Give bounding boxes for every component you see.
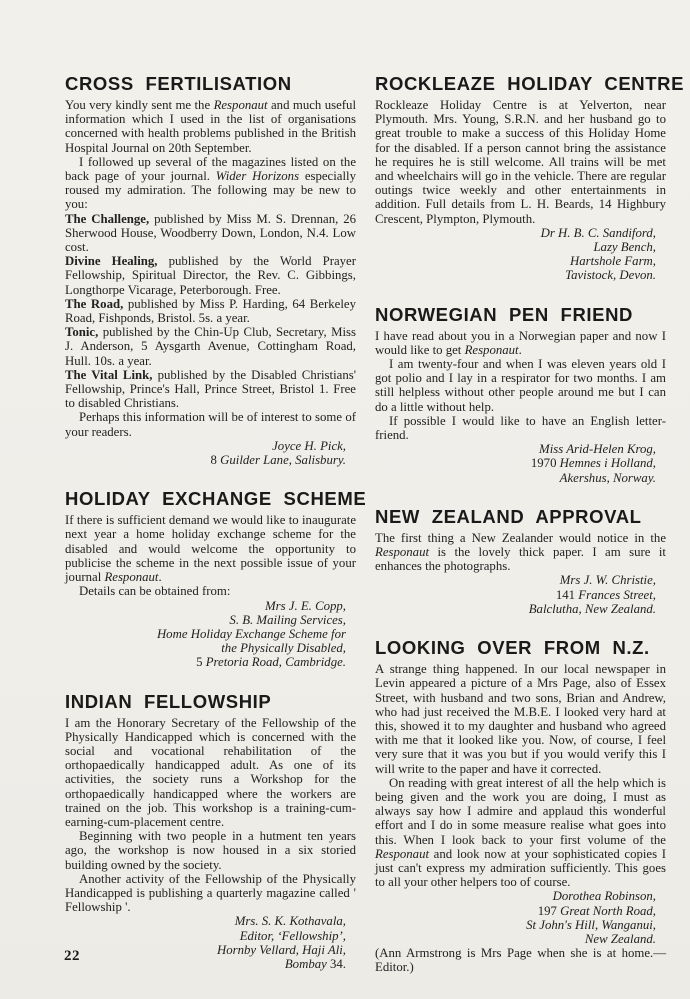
text-run: A strange thing happened. In our local newspaper in Levin appeared a picture of a Mrs Page, also of Essex Street, with husband and two sons, Brian and Andrew, who had just received the M.B.E. I looked very hard at this, showed it to my daughter and husband who agreed with me that it looked like you. Now, of course, I feel very sure that it was you but if you would verify this I will write to the paper and have it corrected.	[375, 662, 666, 776]
italic-text: Hemnes i Holland,	[559, 456, 656, 471]
italic-text: St John's Hill, Wanganui,	[526, 917, 656, 932]
paragraph	[375, 329, 666, 357]
section-heading: INDIAN FELLOWSHIP	[65, 690, 272, 712]
italic-text: Dr H. B. C. Sandiford,	[540, 225, 656, 240]
signature-line	[375, 254, 666, 268]
italic-text: Guilder Lane, Salisbury.	[220, 453, 346, 468]
right-column	[375, 73, 685, 975]
text-run: I have read about you in a Norwegian paper and now I would like to get	[375, 328, 666, 357]
signature-line	[375, 588, 666, 602]
italic-text: Miss Arid-Helen Krog,	[539, 442, 656, 457]
signature-line	[65, 957, 356, 971]
paragraph	[375, 414, 666, 442]
italic-text: Home Holiday Exchange Scheme for	[156, 626, 346, 641]
signature-line	[375, 918, 666, 932]
text-run: If possible I would like to have an English letter-friend.	[375, 413, 666, 443]
signature-line	[375, 889, 666, 903]
paragraph	[375, 531, 666, 574]
paragraph	[65, 410, 356, 438]
italic-text: Pretoria Road, Cambridge.	[205, 655, 346, 670]
left-column	[65, 73, 367, 975]
section-heading: CROSS FERTILISATION	[65, 73, 292, 94]
italic-text: New Zealand.	[584, 931, 656, 946]
paragraph	[65, 716, 356, 830]
text-run: .	[158, 570, 162, 585]
italic-text: Responaut	[375, 545, 430, 560]
text-run: (Ann Armstrong is Mrs Page when she is at home.—Editor.)	[375, 946, 666, 975]
signature-line	[375, 904, 666, 918]
text-run: Beginning with two people in a hutment ten years ago, the workshop is now housed in a six storied building owned by the society.	[65, 829, 356, 872]
signature-line	[65, 655, 356, 669]
italic-text: Hornby Vellard, Haji Ali,	[216, 942, 346, 957]
text-run: published by Miss M. S. Drennan, 26 Sherwood House, Woodberry Down, London, N.4. Low cost.	[65, 211, 357, 255]
italic-text: Akershus, Norway.	[559, 470, 656, 485]
italic-text: Mrs. S. K. Kothavala,	[234, 914, 346, 929]
bold-lead-text: Divine Healing,	[65, 254, 158, 269]
paragraph	[375, 98, 666, 226]
bold-lead-text: The Challenge,	[65, 211, 150, 226]
letter-section	[375, 507, 666, 616]
paragraph	[65, 584, 356, 598]
signature-line	[65, 613, 356, 627]
signature-line	[375, 456, 666, 470]
letter-section	[375, 638, 666, 974]
text-run: is the lovely thick paper. I am sure it enhances the photographs.	[375, 545, 666, 574]
italic-text: Great North Road,	[560, 903, 656, 918]
text-run: published by Miss P. Harding, 64 Berkeley Road, Fishponds, Bristol. 5s. a year.	[65, 296, 356, 326]
paragraph	[65, 254, 356, 297]
text-run: 8	[210, 453, 221, 468]
italic-text: Mrs J. W. Christie,	[559, 573, 656, 588]
text-run: and much useful information which I used in the list of organisations concerned with health problems published in the British Hospital Journal on 20th September.	[65, 98, 357, 155]
signature-line	[65, 599, 356, 613]
section-heading: HOLIDAY EXCHANGE SCHEME	[65, 488, 367, 510]
signature-line	[65, 439, 356, 453]
letter-section	[65, 692, 356, 972]
paragraph	[65, 368, 356, 411]
italic-text: Joyce H. Pick,	[272, 438, 346, 453]
signature-line	[375, 442, 666, 456]
text-run: 5	[196, 655, 206, 670]
italic-text: Dorothea Robinson,	[552, 889, 656, 904]
text-run: Details can be obtained from:	[79, 584, 231, 599]
text-run: You very kindly sent me the	[65, 98, 214, 112]
paragraph	[65, 297, 356, 325]
signature-line	[65, 453, 356, 467]
text-run: I am the Honorary Secretary of the Fellowship of the Physically Handicapped which is concerned with the social and vocational rehabilitation of the orthopaedically handicapped adult. As one of its activities, the society runs a Workshop for the orthopaedically handicapped where the workers are trained on the job. This workshop is a training-cum-earning-cum-placement centre.	[65, 715, 356, 829]
text-run: 197	[537, 903, 561, 918]
text-run: If there is sufficient demand we would like to inaugurate next year a home holiday exchange scheme for the disabled and would welcome the opportunity to publicise the scheme in the next possible issue of your journal	[65, 513, 356, 585]
italic-text: Responaut	[464, 342, 519, 357]
text-run: and look now at your sophisticated copies I just can't express my admiration sufficiently. This goes to all your other helpers too of course.	[375, 846, 666, 890]
section-heading: NEW ZEALAND APPROVAL	[375, 505, 642, 527]
signature-line	[65, 943, 356, 957]
paragraph	[375, 662, 666, 776]
signature-line	[375, 240, 666, 254]
italic-text: Mrs J. E. Copp,	[264, 598, 346, 613]
italic-text: Responaut	[104, 570, 159, 585]
text-run: I am twenty-four and when I was eleven years old I got polio and I lay in a respirator for two months. I am still helpless without other people around me but I can do a little without help.	[375, 357, 666, 414]
section-heading: LOOKING OVER FROM N.Z.	[375, 637, 650, 659]
letter-section	[375, 73, 685, 283]
signature-line	[375, 573, 666, 587]
paragraph	[375, 946, 666, 974]
italic-text: Frances Street,	[578, 587, 656, 602]
text-run: 1970	[530, 456, 560, 471]
text-run: 34.	[330, 956, 346, 971]
signature-line	[65, 929, 356, 943]
text-run: I followed up several of the magazines listed on the back page of your journal.	[65, 154, 356, 184]
bold-lead-text: The Road,	[65, 296, 124, 311]
italic-text: Hartshole Farm,	[569, 254, 656, 269]
paragraph	[65, 513, 356, 584]
text-run: published by the Disabled Christians' Fellowship, Prince's Hall, Prince Street, Bristol 1. Free to disabled Christians.	[65, 367, 356, 411]
section-heading: ROCKLEAZE HOLIDAY CENTRE	[375, 73, 685, 94]
text-run: .	[518, 342, 522, 357]
italic-text: Bombay	[284, 956, 330, 971]
italic-text: Editor, ‘Fellowship’,	[239, 928, 346, 943]
signature-line	[65, 914, 356, 928]
text-run: Another activity of the Fellowship of the Physically Handicapped is publishing a quarterly magazine called ' Fellowship '.	[65, 871, 356, 915]
two-column-layout	[65, 73, 685, 975]
text-run: published by the World Prayer Fellowship, Spiritual Director, the Rev. C. Gibbings, Longthorpe Vicarage, Peterborough. Free.	[65, 254, 356, 297]
letter-section	[375, 305, 666, 485]
text-run: published by the Chin-Up Club, Secretary, Miss J. Anderson, 5 Aysgarth Avenue, Cottingham Road, Hull. 10s. a year.	[65, 325, 356, 368]
paragraph	[65, 98, 356, 155]
signature-line	[375, 932, 666, 946]
italic-text: Tavistock, Devon.	[565, 268, 656, 283]
letter-section	[65, 74, 356, 467]
italic-text: the Physically Disabled,	[221, 641, 346, 656]
text-run: Perhaps this information will be of interest to some of your readers.	[65, 410, 356, 439]
italic-text: Responaut	[213, 98, 268, 112]
page-number: 22	[64, 948, 80, 964]
signature-line	[65, 627, 356, 641]
paragraph	[375, 776, 666, 890]
italic-text: Responaut	[375, 846, 430, 861]
text-run: The first thing a New Zealander would notice in the	[375, 530, 666, 545]
italic-text: Lazy Bench,	[593, 240, 656, 255]
text-run: Rockleaze Holiday Centre is at Yelverton, near Plymouth. Mrs. Young, S.R.N. and her husband go to great trouble to make a success of this Holiday Home for the disabled. If a person cannot bring the assistance he requires he is still welcome. All trains will be met and wheelchairs will go in the vehicle. There are regular outings twice weekly and other entertainments in addition. Full details from L. H. Beards, 14 Highbury Crescent, Plympton, Plymouth.	[375, 98, 666, 226]
paragraph	[65, 829, 356, 872]
text-run: 141	[555, 587, 579, 602]
signature-line	[375, 226, 666, 240]
italic-text: Balclutha, New Zealand.	[528, 601, 656, 616]
paragraph	[375, 357, 666, 414]
paragraph	[65, 325, 356, 368]
paragraph	[65, 155, 356, 212]
section-heading: NORWEGIAN PEN FRIEND	[375, 303, 634, 325]
text-run: On reading with great interest of all the help which is being given and the work you are doing, I must as always say how I admire and applaud this wonderful effort and I do in some measure realise what goes into this. When I look back to your first volume of the	[375, 775, 666, 847]
italic-text: S. B. Mailing Services,	[229, 612, 346, 627]
signature-line	[375, 602, 666, 616]
signature-line	[65, 641, 356, 655]
bold-lead-text: The Vital Link,	[65, 367, 153, 382]
text-run: especially roused my admiration. The following may be new to you:	[65, 169, 356, 212]
bold-lead-text: Tonic,	[65, 325, 99, 340]
signature-line	[375, 471, 666, 485]
paragraph	[65, 212, 356, 255]
letter-section	[65, 488, 367, 670]
paragraph	[65, 872, 356, 915]
italic-text: Wider Horizons	[215, 169, 300, 184]
signature-line	[375, 268, 666, 282]
